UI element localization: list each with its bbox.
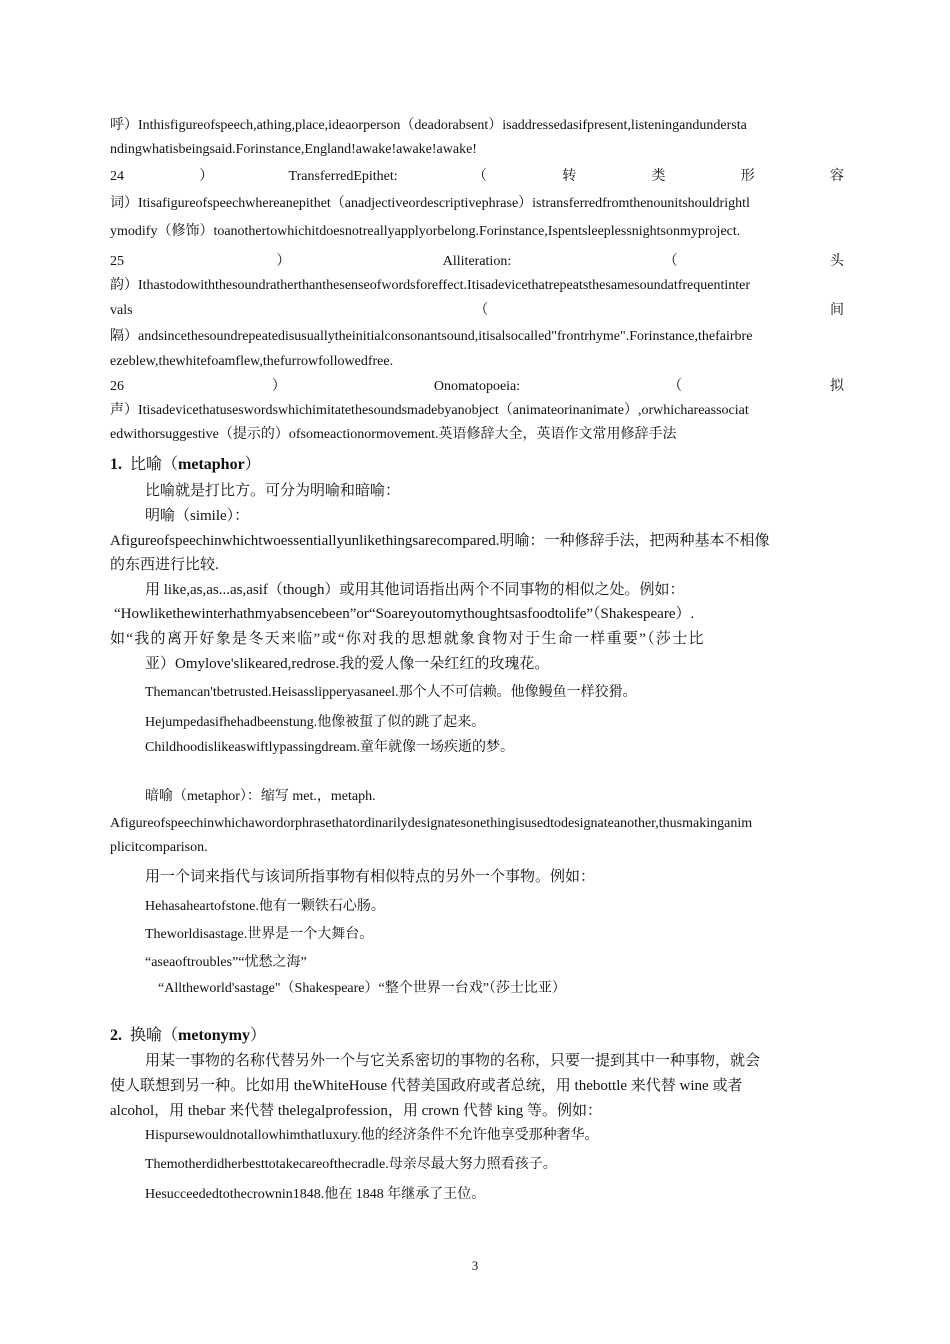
section2-heading bbox=[110, 1026, 266, 1046]
metaphor-example-3: “aseaoftroubles”“忧愁之海” bbox=[145, 955, 307, 970]
p25-part: Alliteration: bbox=[442, 254, 512, 269]
section1-title-zh: 比喻（ bbox=[130, 456, 179, 473]
metonymy-example-3: Hesucceededtothecrownin1848.他在 1848 年继承了王位。 bbox=[145, 1187, 486, 1202]
section1-heading bbox=[110, 455, 261, 475]
p25-part: ） bbox=[276, 254, 291, 269]
metonymy-def-line3: alcohol，用 thebar 来代替 thelegalprofession，用 crown 代替 king 等。例如： bbox=[110, 1103, 602, 1119]
p24-part: TransferredEpithet: bbox=[288, 169, 398, 184]
p24-line2: 词）Itisafigureofspeechwhereanepithet（anadjectiveordescriptivephrase）istransferredfromthenounitshouldrightl bbox=[110, 196, 750, 211]
p24-part: 类 bbox=[651, 169, 666, 184]
p26-part: ） bbox=[271, 379, 286, 394]
simile-translation-line1: 如“我的离开好象是冬天来临”或“你对我的思想就象食物对于生命一样重要”（莎士比 bbox=[110, 631, 705, 647]
p26-heading-line bbox=[110, 377, 844, 397]
metaphor-def-line2: plicitcomparison. bbox=[110, 840, 208, 855]
metaphor-def-line1: Afigureofspeechinwhichawordorphrasethatordinarilydesignatesonethingisusedtodesignateanother,thusmakinganim bbox=[110, 816, 753, 831]
p24-part: （ bbox=[472, 169, 487, 184]
p25-part: （ bbox=[663, 254, 678, 269]
simile-def-line1: Afigureofspeechinwhichtwoessentiallyunlikethingsarecompared.明喻：一种修辞手法，把两种基本不相像 bbox=[110, 533, 770, 549]
p26-part: 26 bbox=[110, 379, 124, 394]
metaphor-label: 暗喻（metaphor）：缩写 met.，metaph. bbox=[145, 789, 376, 804]
metaphor-example-4: “Alltheworld'sastage"（Shakespeare）“整个世界一台戏”（莎士比亚） bbox=[158, 981, 566, 996]
p24-line3: ymodify（修饰）toanothertowhichitdoesnotreallyapplyorbelong.Forinstance,Ispentsleeplessnightsonmyproject. bbox=[110, 224, 741, 239]
section1-title-en: metaphor bbox=[178, 456, 245, 473]
p26-line2: 声）Itisadevicethatuseswordswhichimitatethesoundsmadebyanobject（animateorinanimate）,orwhichareassociat bbox=[110, 403, 749, 418]
p23-line1: 呼）Inthisfigureofspeech,athing,place,ideaorperson（deadorabsent）isaddressedasifpresent,listeningandundersta bbox=[110, 118, 747, 133]
p26-line3: edwithorsuggestive（提示的）ofsomeactionormovement.英语修辞大全，英语作文常用修辞手法 bbox=[110, 427, 677, 442]
p25-line3-part: 间 bbox=[830, 303, 844, 318]
simile-example-1: Themancan'tbetrusted.Heisasslipperyasaneel.那个人不可信赖。他像鳗鱼一样狡猾。 bbox=[145, 685, 637, 700]
p24-part: 转 bbox=[562, 169, 577, 184]
section2-title-zh: 换喻（ bbox=[130, 1027, 179, 1044]
p26-part: 拟 bbox=[830, 379, 844, 394]
p25-line2: 韵）Ithastodowiththesoundratherthanthesenseofwordsforeffect.Itisadevicethatrepeatsthesamesoundatfrequentinter bbox=[110, 278, 751, 293]
simile-def-line2: 的东西进行比较. bbox=[110, 557, 219, 573]
section2-title-end: ） bbox=[250, 1027, 267, 1044]
metonymy-example-2: Themotherdidherbesttotakecareofthecradle.母亲尽最大努力照看孩子。 bbox=[145, 1157, 557, 1172]
metaphor-usage: 用一个词来指代与该词所指事物有相似特点的另外一个事物。例如： bbox=[145, 869, 596, 885]
p25-line4: 隔）andsincethesoundrepeatedisusuallytheinitialconsonantsound,itisalsocalled"frontrhyme".Forinstance,thefairbre bbox=[110, 329, 753, 344]
p25-heading-line bbox=[110, 252, 844, 272]
p25-part: 头 bbox=[830, 254, 844, 269]
metonymy-def-line2: 使人联想到另一种。比如用 theWhiteHouse 代替美国政府或者总统，用 thebottle 来代替 wine 或者 bbox=[110, 1078, 743, 1094]
section2-number: 2. bbox=[110, 1027, 122, 1044]
metaphor-example-2: Theworldisastage.世界是一个大舞台。 bbox=[145, 927, 374, 942]
section1-number: 1. bbox=[110, 456, 122, 473]
p24-part: 容 bbox=[829, 169, 844, 184]
p25-line3-part: （ bbox=[474, 303, 489, 318]
p24-part: 24 bbox=[110, 169, 124, 184]
simile-label: 明喻（simile）： bbox=[145, 508, 250, 524]
p26-part: （ bbox=[668, 379, 683, 394]
page-number: 3 bbox=[471, 1258, 479, 1273]
p25-line5: ezeblew,thewhitefoamflew,thefurrowfollowedfree. bbox=[110, 354, 394, 369]
metonymy-def-line1: 用某一事物的名称代替另外一个与它关系密切的事物的名称，只要一提到其中一种事物，就会 bbox=[145, 1053, 761, 1069]
p26-part: Onomatopoeia: bbox=[433, 379, 521, 394]
p25-part: 25 bbox=[110, 254, 124, 269]
metaphor-example-1: Hehasaheartofstone.他有一颗铁石心肠。 bbox=[145, 899, 385, 914]
simile-quote: “Howlikethewinterhathmyabsencebeen”or“Soareyoutomythoughtsasfoodtolife”（Shakespeare）. bbox=[114, 606, 695, 622]
p24-part: 形 bbox=[740, 169, 755, 184]
p24-heading-line bbox=[110, 167, 844, 187]
simile-example-3: Childhoodislikeaswiftlypassingdream.童年就像一场疾逝的梦。 bbox=[145, 740, 515, 755]
section1-intro: 比喻就是打比方。可分为明喻和暗喻： bbox=[145, 483, 401, 499]
metonymy-example-1: Hispursewouldnotallowhimthatluxury.他的经济条件不允许他享受那种奢华。 bbox=[145, 1128, 599, 1143]
p25-line3 bbox=[110, 301, 844, 321]
section2-title-en: metonymy bbox=[178, 1027, 250, 1044]
simile-example-2: Hejumpedasifhehadbeenstung.他像被蜇了似的跳了起来。 bbox=[145, 715, 486, 730]
section1-title-end: ） bbox=[244, 456, 261, 473]
p25-line3-part: vals bbox=[110, 303, 133, 318]
simile-translation-line2: 亚）Omylove'slikeared,redrose.我的爱人像一朵红红的玫瑰花。 bbox=[145, 656, 550, 672]
p23-line2: ndingwhatisbeingsaid.Forinstance,England!awake!awake!awake! bbox=[110, 142, 477, 157]
simile-usage: 用 like,as,as...as,asif（though）或用其他词语指出两个不同事物的相似之处。例如： bbox=[145, 582, 685, 598]
p24-part: ） bbox=[199, 169, 214, 184]
